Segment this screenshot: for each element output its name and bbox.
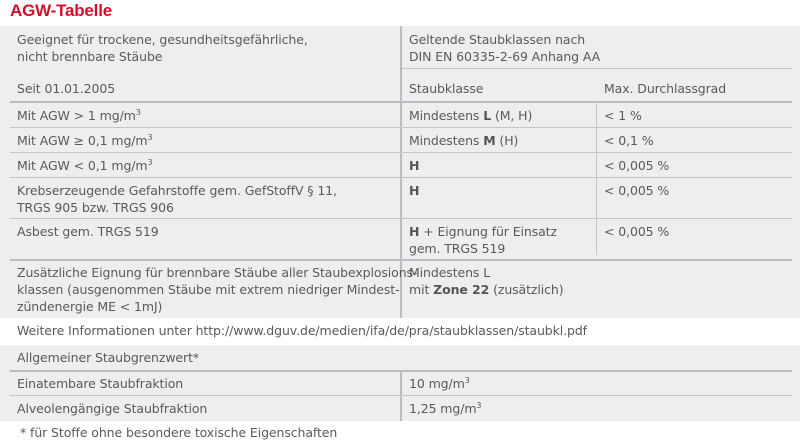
row-class: Mindestens L (M, H) (409, 108, 533, 123)
general-row-label: Einatembare Staubfraktion (17, 376, 184, 391)
row-agw-label: Mit AGW ≥ 0,1 $mg/m^3$ (17, 133, 153, 148)
page-title: AGW-Tabelle (10, 1, 112, 20)
row-max: < 0,005 % (604, 158, 670, 173)
row-class: H (409, 158, 420, 173)
col-header-max: Max. Durchlassgrad (604, 81, 727, 96)
row-class: Mindestens L (409, 265, 491, 280)
col-header-class: Staubklasse (409, 81, 484, 96)
row-divider (10, 177, 792, 178)
header-left-line2: nicht brennbare Stäube (17, 49, 163, 64)
row-divider (10, 152, 792, 153)
general-row-label: Alveolengängige Staubfraktion (17, 401, 208, 416)
row-max: < 0,1 % (604, 133, 654, 148)
row-agw-label-line2: klassen (ausgenommen Stäube mit extrem niedriger Mindest- (17, 282, 400, 297)
row-agw-label: Asbest gem. TRGS 519 (17, 224, 159, 239)
row-max: < 0,005 % (604, 224, 670, 239)
row-agw-label-line2: TRGS 905 bzw. TRGS 906 (17, 200, 174, 215)
header-divider (401, 68, 792, 69)
row-divider (10, 127, 792, 128)
row-max: < 0,005 % (604, 183, 670, 198)
header-left-sub: Seit 01.01.2005 (17, 81, 116, 96)
row-class: H + Eignung für Einsatz (409, 224, 557, 239)
row-agw-label-line3: zündenergie ME < 1mJ) (17, 299, 163, 314)
row-max: < 1 % (604, 108, 642, 123)
row-divider (10, 218, 792, 219)
row-class: Mindestens M (H) (409, 133, 519, 148)
info-link-text[interactable]: Weitere Informationen unter http://www.dguv.de/medien/ifa/de/pra/staubklassen/staubkl.pdf (17, 323, 587, 338)
footnote: * für Stoffe ohne besondere toxische Eigenschaften (20, 425, 338, 440)
general-heading: Allgemeiner Staubgrenzwert* (17, 350, 200, 365)
header-right-line1: Geltende Staubklassen nach (409, 32, 586, 47)
row-class-line2: gem. TRGS 519 (409, 241, 506, 256)
row-agw-label: Mit AGW < 0,1 $mg/m^3$ (17, 158, 153, 173)
row-agw-label: Mit AGW > 1 $mg/m^3$ (17, 108, 141, 123)
general-row-divider (10, 395, 792, 396)
row-agw-label: Zusätzliche Eignung für brennbare Stäube aller Staubexplosions- (17, 265, 418, 280)
row-class: H (409, 183, 420, 198)
row-agw-label: Krebserzeugende Gefahrstoffe gem. GefStoffV § 11, (17, 183, 337, 198)
header-left-line1: Geeignet für trockene, gesundheitsgefährliche, (17, 32, 308, 47)
row-class-line2: mit Zone 22 (zusätzlich) (409, 282, 564, 297)
row-divider (10, 259, 792, 261)
column-divider-2 (596, 101, 597, 255)
general-row-value: 10 $mg/m^3$ (409, 376, 470, 391)
header-right-line2: DIN EN 60335-2-69 Anhang AA (409, 49, 601, 64)
general-row-value: 1,25 $mg/m^3$ (409, 401, 482, 416)
